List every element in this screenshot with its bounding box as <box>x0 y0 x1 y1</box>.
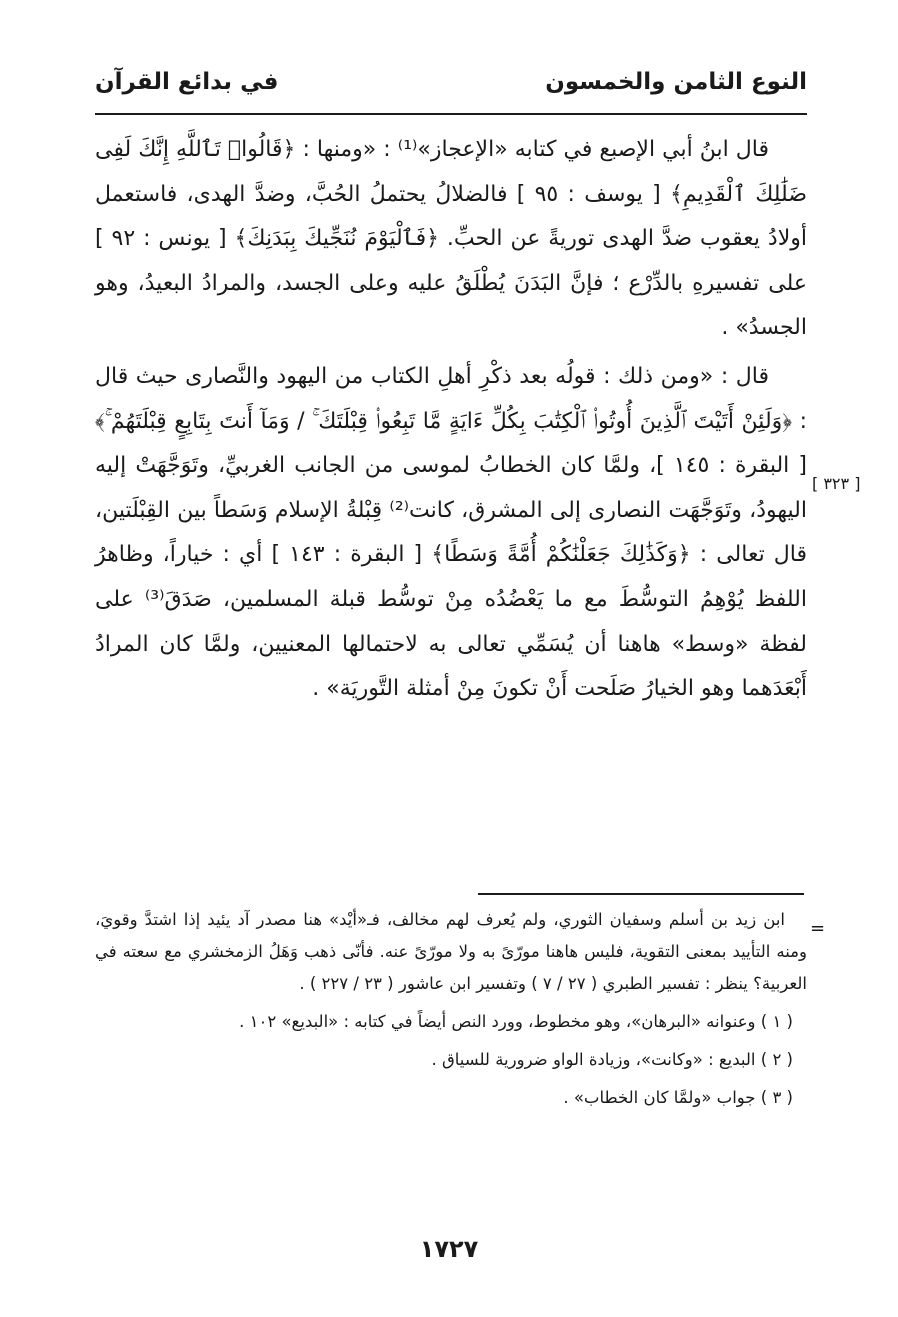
main-text <box>95 128 807 712</box>
footnote-2: ( ٢ ) البديع : «وكانت»، وزيادة الواو ضرورية للسياق . <box>431 1050 793 1069</box>
paragraph-2: قال : «ومن ذلك : قولُه بعد ذكْرِ أهلِ الكتاب من اليهود والنَّصارى حيث قال : ﴿وَلَئِنْ أَتَيْتَ ٱلَّذِينَ أُوتُوا۟ ٱلْكِتَٰبَ بِكُلِّ ءَايَةٍ مَّا تَبِعُوا۟ قِبْلَتَكَ ۚ / وَمَآ أَنتَ بِتَابِعٍ قِبْلَتَهُمْ ۚ﴾ [ البقرة : ١٤٥ ]، ولمَّا كان الخطابُ لموسى من الجانب الغربيِّ، وتَوَجَّهَتْ إليه اليهودُ، وتَوَجَّهَت النصارى إلى المشرق، كانت⁽²⁾ قِبْلةُ الإسلام وَسَطاً بين القِبْلَتين، قال تعالى : ﴿وَكَذَٰلِكَ جَعَلْنَٰكُمْ أُمَّةً وَسَطًا﴾ [ البقرة : ١٤٣ ] أي : خياراً، وظاهرُ اللفظ يُوْهِمُ التوسُّطَ مع ما يَعْضُدُه مِنْ توسُّط قبلة المسلمين، صَدَقَ⁽³⁾ على لفظة «وسط» هاهنا أن يُسَمِّي تعالى به لاحتمالها المعنيين، ولمَّا كان المرادُ أَبْعَدَهما وهو الخيارُ صَلَحت أَنْ تكونَ مِنْ أمثلة التَّوريَة» . <box>95 363 807 702</box>
book-title: في بدائع القرآن <box>95 69 279 95</box>
running-header <box>95 62 807 102</box>
footnote-rule <box>478 893 804 895</box>
footnote-continuation: ابن زيد بن أسلم وسفيان الثوري، ولم يُعرف لهم مخالف، فـ«أيْد» هنا مصدر آد يئيد إذا اشتدَّ وقويَ، ومنه التأييد بمعنى التقوية، فليس هاهنا مورّىً به ولا مورّىً عنه. فأنّى ذهب وَهَلُ الزمخشري مع سعته في العربية؟ ينظر : تفسير الطبري ( ٢٧ / ٧ ) وتفسير ابن عاشور ( ٢٣ / ٢٢٧ ) . <box>95 910 807 993</box>
margin-page-ref: [ ٣٢٣ ] <box>812 474 861 493</box>
continuation-mark: = <box>810 918 826 939</box>
footnote-1: ( ١ ) وعنوانه «البرهان»، وهو مخطوط، وورد النص أيضاً في كتابه : «البديع» ١٠٢ . <box>239 1012 793 1031</box>
chapter-title: النوع الثامن والخمسون <box>545 69 807 95</box>
paragraph-1: قال ابنُ أبي الإصبع في كتابه «الإعجاز»⁽¹⁾ : «ومنها : ﴿قَالُوا۟ تَٱللَّهِ إِنَّكَ لَفِى ضَلَٰلِكَ ٱلْقَدِيمِ﴾ [ يوسف : ٩٥ ] فالضلالُ يحتملُ الحُبَّ، وضدَّ الهدى، فاستعمل أولادُ يعقوب ضدَّ الهدى توريةً عن الحبِّ. ﴿فَٱلْيَوْمَ نُنَجِّيكَ بِبَدَنِكَ﴾ [ يونس : ٩٢ ] على تفسيرهِ بالدِّرْع ؛ فإنَّ البَدَنَ يُطْلَقُ عليه وعلى الجسد، والمرادُ البعيدُ، وهو الجسدُ» . <box>95 137 808 341</box>
footnote-3: ( ٣ ) جواب «ولمَّا كان الخطاب» . <box>563 1088 793 1107</box>
footnotes <box>95 904 807 1114</box>
page-number: ١٧٢٧ <box>419 1235 479 1263</box>
header-rule <box>95 113 807 115</box>
